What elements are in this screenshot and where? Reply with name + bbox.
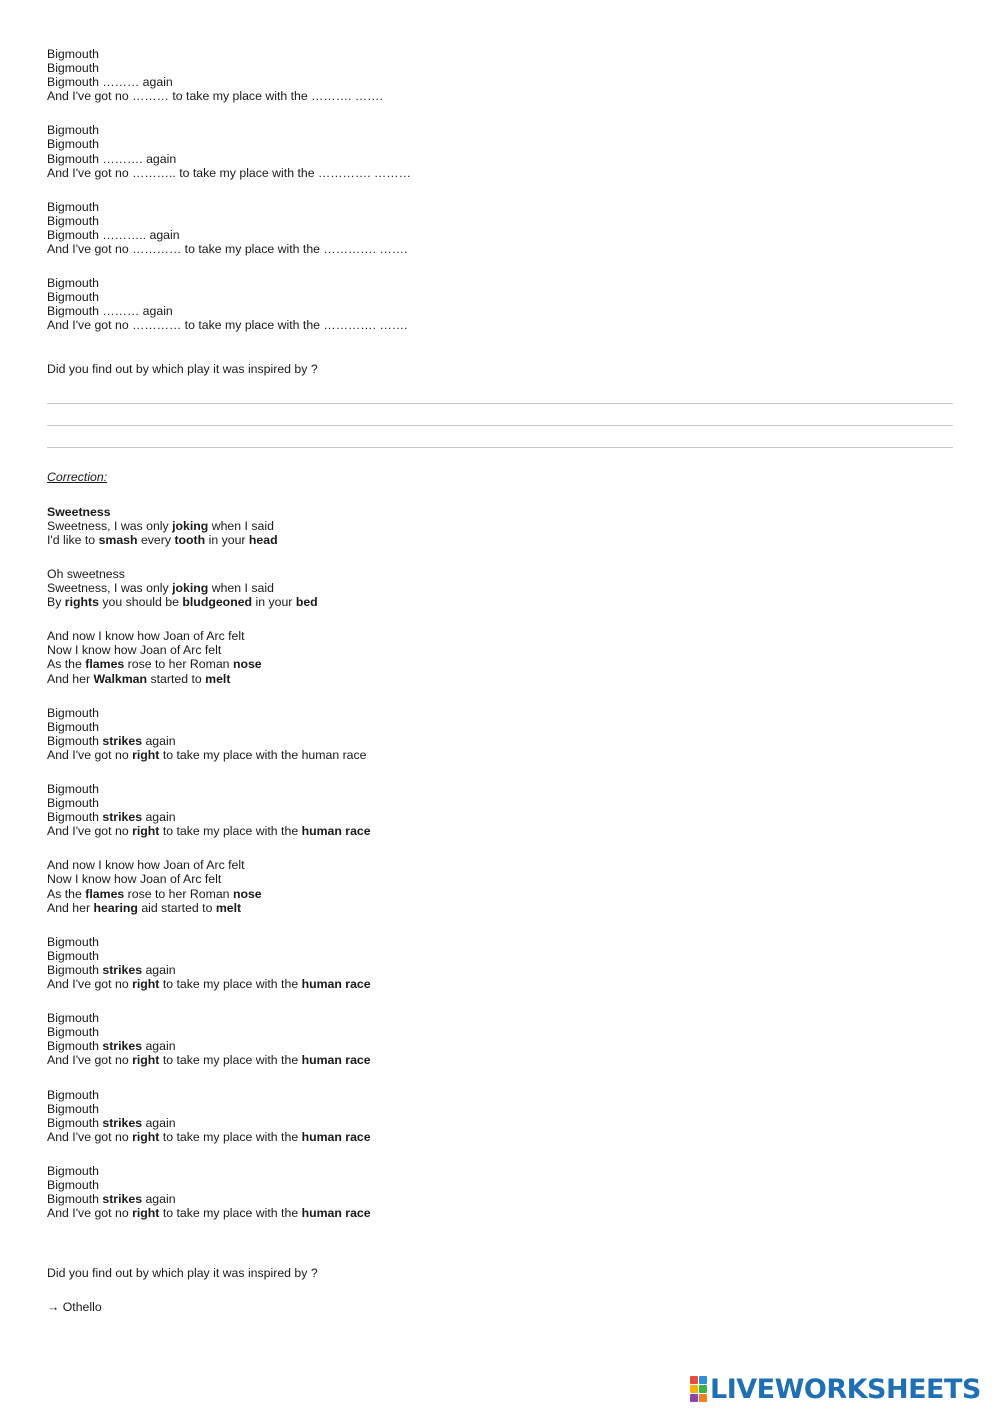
answer-keyword: right	[132, 1129, 160, 1144]
lyric-text: again	[142, 962, 176, 977]
lyric-text: As the	[47, 657, 86, 672]
correction-stanza	[47, 1088, 953, 1144]
lyric-text: Now I know how Joan of Arc felt	[47, 643, 222, 658]
answer-keyword: strikes	[102, 962, 143, 977]
lyric-text: And I've got no	[47, 1053, 133, 1068]
lyric-text: Bigmouth	[47, 1163, 99, 1178]
lyric-text: And now I know how Joan of Arc felt	[47, 858, 245, 873]
lyric-text: Bigmouth	[47, 1011, 99, 1026]
answer-keyword: human race	[301, 824, 371, 839]
logo-square	[690, 1394, 698, 1402]
correction-line	[47, 629, 953, 643]
lyric-text: Bigmouth	[47, 934, 99, 949]
lyric-text: Bigmouth	[47, 705, 99, 720]
answer-keyword: nose	[232, 657, 262, 672]
lyric-text: As the	[47, 886, 86, 901]
correction-stanza	[47, 567, 953, 609]
correction-line	[47, 1102, 953, 1116]
lyric-text: again	[142, 1039, 176, 1054]
blank-stanza	[47, 123, 953, 179]
lyric-text: Bigmouth	[47, 1087, 99, 1102]
lyric-line-blank: Bigmouth ……… again	[47, 304, 173, 319]
blank-stanza	[47, 47, 953, 103]
answer-keyword: bed	[295, 595, 318, 610]
lyric-line-blank: Bigmouth ……….. again	[47, 227, 180, 242]
answer-keyword: human race	[301, 1206, 371, 1221]
lyric-line: Bigmouth	[47, 47, 99, 61]
answer-keyword: flames	[85, 657, 125, 672]
lyric-text: in your	[205, 532, 249, 547]
correction-line	[47, 796, 953, 810]
lyric-text: Bigmouth	[47, 733, 103, 748]
correction-line	[47, 782, 953, 796]
correction-line	[47, 672, 953, 686]
lyric-line-blank: And I've got no ……… to take my place with the ………. …….	[47, 89, 383, 104]
correction-line	[47, 1025, 953, 1039]
correction-stanza	[47, 629, 953, 685]
correction-line	[47, 858, 953, 872]
logo-icon	[690, 1376, 707, 1402]
answer-keyword: human race	[301, 1129, 371, 1144]
correction-stanza	[47, 1011, 953, 1067]
answer-keyword: strikes	[102, 810, 143, 825]
answer-line[interactable]	[47, 394, 953, 404]
lyric-text: rose to her Roman	[124, 886, 233, 901]
lyric-text: to take my place with the	[159, 1129, 302, 1144]
correction-line	[47, 1053, 953, 1067]
correction-line	[47, 734, 953, 748]
final-answer: → Othello	[47, 1300, 102, 1315]
liveworksheets-logo	[690, 1374, 981, 1404]
answer-keyword: right	[132, 747, 160, 762]
lyric-text: Bigmouth	[47, 719, 99, 734]
correction-line	[47, 872, 953, 886]
correction-line	[47, 901, 953, 915]
lyric-line-blank: Bigmouth ……… again	[47, 75, 173, 90]
lyric-text: Oh sweetness	[47, 566, 125, 581]
correction-line	[47, 643, 953, 657]
lyric-text: in your	[252, 595, 296, 610]
lyric-text: Bigmouth	[47, 1039, 103, 1054]
lyric-line-blank: And I've got no ………… to take my place with the …………. …….	[47, 242, 408, 257]
correction-line	[47, 977, 953, 991]
answer-keyword: joking	[172, 581, 209, 596]
lyric-text: Sweetness, I was only	[47, 518, 173, 533]
correction-line	[47, 1164, 953, 1178]
logo-square	[699, 1376, 707, 1384]
lyric-text: again	[142, 1192, 176, 1207]
lyric-text: By	[47, 595, 65, 610]
lyric-text: to take my place with the	[159, 1206, 302, 1221]
correction-line	[47, 505, 953, 519]
blank-stanza	[47, 276, 953, 332]
answer-keyword: strikes	[102, 1115, 143, 1130]
lyric-text: Bigmouth	[47, 962, 103, 977]
lyric-text: every	[137, 532, 175, 547]
correction-stanza	[47, 706, 953, 762]
worksheet-content	[47, 47, 953, 1314]
lyric-text: again	[142, 810, 176, 825]
lyric-text: Bigmouth	[47, 948, 99, 963]
correction-line	[47, 1011, 953, 1025]
lyric-line-blank: And I've got no ………… to take my place with the …………. …….	[47, 318, 408, 333]
lyric-text: again	[142, 733, 176, 748]
correction-stanza	[47, 505, 953, 547]
question-text: Did you find out by which play it was inspired by ?	[47, 361, 318, 376]
lyric-text: Bigmouth	[47, 1115, 103, 1130]
answer-keyword: melt	[205, 671, 231, 686]
answer-keyword: strikes	[102, 1192, 143, 1207]
logo-text: LIVEWORKSHEETS	[710, 1373, 981, 1405]
lyric-text: when I said	[208, 518, 274, 533]
lyric-text: started to	[147, 671, 206, 686]
lyric-text: Bigmouth	[47, 810, 103, 825]
lyric-text: to take my place with the	[159, 977, 302, 992]
correction-line	[47, 824, 953, 838]
lyric-line: Bigmouth	[47, 276, 99, 291]
lyric-text: you should be	[98, 595, 183, 610]
answer-keyword: right	[132, 1206, 160, 1221]
answer-keyword: smash	[98, 532, 138, 547]
lyric-text: aid started to	[137, 900, 216, 915]
correction-line	[47, 1130, 953, 1144]
answer-keyword: rights	[64, 595, 99, 610]
answer-keyword: Sweetness	[47, 504, 111, 519]
correction-stanza	[47, 1164, 953, 1220]
blank-lyrics	[47, 47, 953, 333]
correction-line	[47, 567, 953, 581]
correction-line	[47, 1192, 953, 1206]
lyric-text: And I've got no	[47, 824, 133, 839]
lyric-text: Bigmouth	[47, 1025, 99, 1040]
answer-keyword: strikes	[102, 1039, 143, 1054]
correction-line	[47, 595, 953, 609]
correction-line	[47, 519, 953, 533]
logo-square	[690, 1376, 698, 1384]
correction-line	[47, 533, 953, 547]
logo-square	[699, 1385, 707, 1393]
lyric-text: Bigmouth	[47, 796, 99, 811]
lyric-text: to take my place with the	[159, 824, 302, 839]
answer-keyword: tooth	[174, 532, 206, 547]
correction-line	[47, 1088, 953, 1102]
answer-keyword: strikes	[102, 733, 143, 748]
lyric-line: Bigmouth	[47, 137, 99, 152]
lyric-text: when I said	[208, 581, 274, 596]
correction-heading: Correction:	[47, 469, 108, 484]
answer-keyword: bludgeoned	[182, 595, 253, 610]
lyric-text: And her	[47, 900, 94, 915]
lyric-text: And I've got no	[47, 747, 133, 762]
logo-square	[690, 1385, 698, 1393]
correction-lyrics	[47, 505, 953, 1221]
lyric-line: Bigmouth	[47, 213, 99, 228]
lyric-text: And her	[47, 671, 94, 686]
lyric-text: And I've got no	[47, 977, 133, 992]
blank-stanza	[47, 200, 953, 256]
lyric-line: Bigmouth	[47, 123, 99, 138]
correction-line	[47, 963, 953, 977]
answer-keyword: Walkman	[93, 671, 148, 686]
lyric-line-blank: And I've got no ……….. to take my place with the …………. ………	[47, 165, 411, 180]
correction-stanza	[47, 782, 953, 838]
answer-keyword: joking	[172, 518, 209, 533]
question-text-repeat: Did you find out by which play it was inspired by ?	[47, 1266, 318, 1281]
correction-line	[47, 810, 953, 824]
lyric-text: And now I know how Joan of Arc felt	[47, 629, 245, 644]
correction-line	[47, 706, 953, 720]
lyric-line-blank: Bigmouth ………. again	[47, 151, 177, 166]
lyric-text: again	[142, 1115, 176, 1130]
answer-keyword: human race	[301, 1053, 371, 1068]
lyric-text: Now I know how Joan of Arc felt	[47, 872, 222, 887]
answer-keyword: right	[132, 824, 160, 839]
answer-keyword: head	[248, 532, 278, 547]
answer-keyword: hearing	[93, 900, 138, 915]
correction-line	[47, 1206, 953, 1220]
answer-line[interactable]	[47, 404, 953, 426]
lyric-text: Sweetness, I was only	[47, 581, 173, 596]
correction-line	[47, 1116, 953, 1130]
answer-keyword: right	[132, 977, 160, 992]
answer-keyword: nose	[232, 886, 262, 901]
logo-square	[699, 1394, 707, 1402]
lyric-line: Bigmouth	[47, 290, 99, 305]
answer-keyword: flames	[85, 886, 125, 901]
lyric-text: Bigmouth	[47, 1192, 103, 1207]
correction-line	[47, 935, 953, 949]
correction-line	[47, 720, 953, 734]
answer-line[interactable]	[47, 426, 953, 448]
correction-stanza	[47, 858, 953, 914]
correction-line	[47, 949, 953, 963]
lyric-line: Bigmouth	[47, 61, 99, 76]
lyric-line: Bigmouth	[47, 199, 99, 214]
lyric-text: Bigmouth	[47, 1177, 99, 1192]
lyric-text: And I've got no	[47, 1129, 133, 1144]
answer-keyword: melt	[215, 900, 242, 915]
lyric-text: rose to her Roman	[124, 657, 233, 672]
correction-line	[47, 581, 953, 595]
correction-stanza	[47, 935, 953, 991]
correction-line	[47, 1039, 953, 1053]
lyric-text: to take my place with the	[159, 1053, 302, 1068]
correction-line	[47, 1178, 953, 1192]
correction-line	[47, 748, 953, 762]
correction-line	[47, 657, 953, 671]
lyric-text: And I've got no	[47, 1206, 133, 1221]
lyric-text: I'd like to	[47, 532, 99, 547]
answer-area[interactable]	[47, 394, 953, 448]
answer-keyword: right	[132, 1053, 160, 1068]
lyric-text: Bigmouth	[47, 1101, 99, 1116]
lyric-text: to take my place with the human race	[159, 747, 367, 762]
correction-line	[47, 887, 953, 901]
lyric-text: Bigmouth	[47, 782, 99, 796]
answer-keyword: human race	[301, 977, 371, 992]
